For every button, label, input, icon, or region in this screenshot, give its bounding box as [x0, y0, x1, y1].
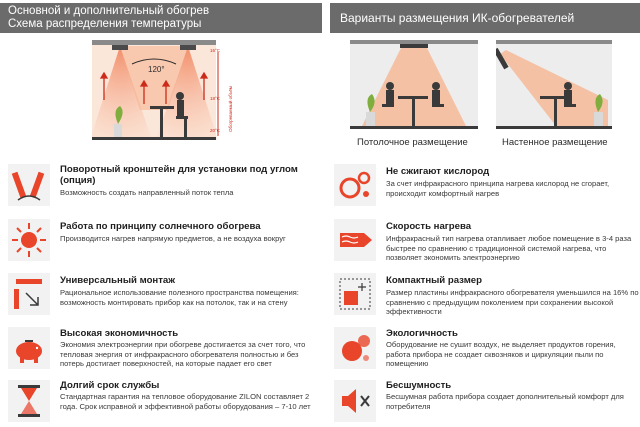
feature-desc: Стандартная гарантия на тепловое оборудование ZILON составляет 2 года. Срок исправной и эффективной работы оборудования – 7-10 лет — [60, 392, 311, 411]
oxygen-icon — [334, 164, 376, 206]
feature-heating-speed — [334, 219, 634, 269]
feature-title: Экологичность — [386, 328, 458, 339]
feature-desc: Рациональное использование полезного пространства помещения: возможность монтировать прибор как на потолок, так и на стену — [60, 288, 299, 307]
ceiling-placement-caption: Потолочное размещение — [357, 137, 468, 148]
temperature-diagram — [92, 40, 240, 142]
speed-icon — [334, 219, 376, 261]
feature-title: Долгий срок службы — [60, 380, 160, 391]
temp-mid-label: 18°С — [210, 96, 221, 101]
hourglass-icon — [8, 380, 50, 422]
eco-icon — [334, 327, 376, 369]
compact-icon — [334, 273, 376, 315]
feature-silent — [334, 380, 634, 427]
left-header-banner — [0, 3, 322, 33]
heat-angle-label: 120° — [148, 65, 165, 74]
temp-top-label: 16°С — [210, 48, 221, 53]
silent-icon — [334, 380, 376, 422]
right-header-banner — [330, 3, 640, 33]
mounting-icon — [8, 273, 50, 315]
ceiling-placement-illustration — [350, 40, 478, 132]
temp-bottom-label: 20°С — [210, 128, 221, 133]
feature-ecology — [334, 327, 634, 377]
feature-title: Не сжигают кислород — [386, 166, 490, 177]
right-header-title: Варианты размещения ИК-обогревателей — [340, 11, 575, 25]
feature-compact-size — [334, 273, 639, 323]
feature-long-service — [8, 380, 311, 427]
sun-icon — [8, 219, 50, 261]
heated-zone-label: Обогреваемый объём — [228, 85, 233, 132]
feature-desc: Производится нагрев напрямую предметов, а не воздуха вокруг — [60, 234, 286, 243]
piggy-bank-icon — [8, 327, 50, 369]
left-header-line1: Основной и дополнительный обогрев — [8, 5, 210, 17]
feature-desc: Размер пластины инфракрасного обогревателя уменьшился на 16% по сравнению с предыдущим поколением при сохранении высокой эффективности — [386, 288, 639, 317]
feature-desc: Оборудование не сушит воздух, не выделяет продуктов горения, работа прибора не создает сквозняков и циркуляции пыли по помещению — [386, 340, 616, 369]
feature-no-oxygen-burn — [334, 164, 634, 214]
feature-desc: Инфракрасный тип нагрева отапливает любое помещение в 3-4 раза быстрее по сравнению с традиционной системой нагрева, что позволяет экономить электроэнергию — [386, 234, 632, 263]
feature-desc: За счет инфракрасного принципа нагрева кислород не сгорает, происходит комфортный нагрев — [386, 179, 610, 198]
feature-universal-mounting — [8, 273, 308, 323]
wall-placement-illustration — [496, 40, 612, 132]
feature-title: Скорость нагрева — [386, 221, 472, 232]
feature-title: Бесшумность — [386, 380, 452, 391]
feature-swivel-bracket — [8, 164, 308, 214]
feature-desc: Возможность создать направленный поток тепла — [60, 188, 234, 197]
wall-placement-caption: Настенное размещение — [502, 137, 608, 148]
feature-desc: Экономия электроэнергии при обогреве достигается за счет того, что тепловая энергия от инфракрасного обогревателя полностью и без потерь достигает поверхностей, на которые падает его свет — [60, 340, 306, 369]
feature-title: Поворотный кронштейн для установки под углом (опция) — [60, 164, 298, 186]
left-header-line2: Схема распределения температуры — [8, 18, 202, 30]
feature-desc: Бесшумная работа прибора создает дополнительный комфорт для потребителя — [386, 392, 624, 411]
feature-title: Компактный размер — [386, 275, 483, 286]
feature-title: Высокая экономичность — [60, 328, 179, 339]
feature-economy — [8, 327, 308, 377]
feature-title: Работа по принципу солнечного обогрева — [60, 221, 261, 232]
feature-solar-principle — [8, 219, 308, 269]
bracket-icon — [8, 164, 50, 206]
feature-title: Универсальный монтаж — [60, 275, 176, 286]
